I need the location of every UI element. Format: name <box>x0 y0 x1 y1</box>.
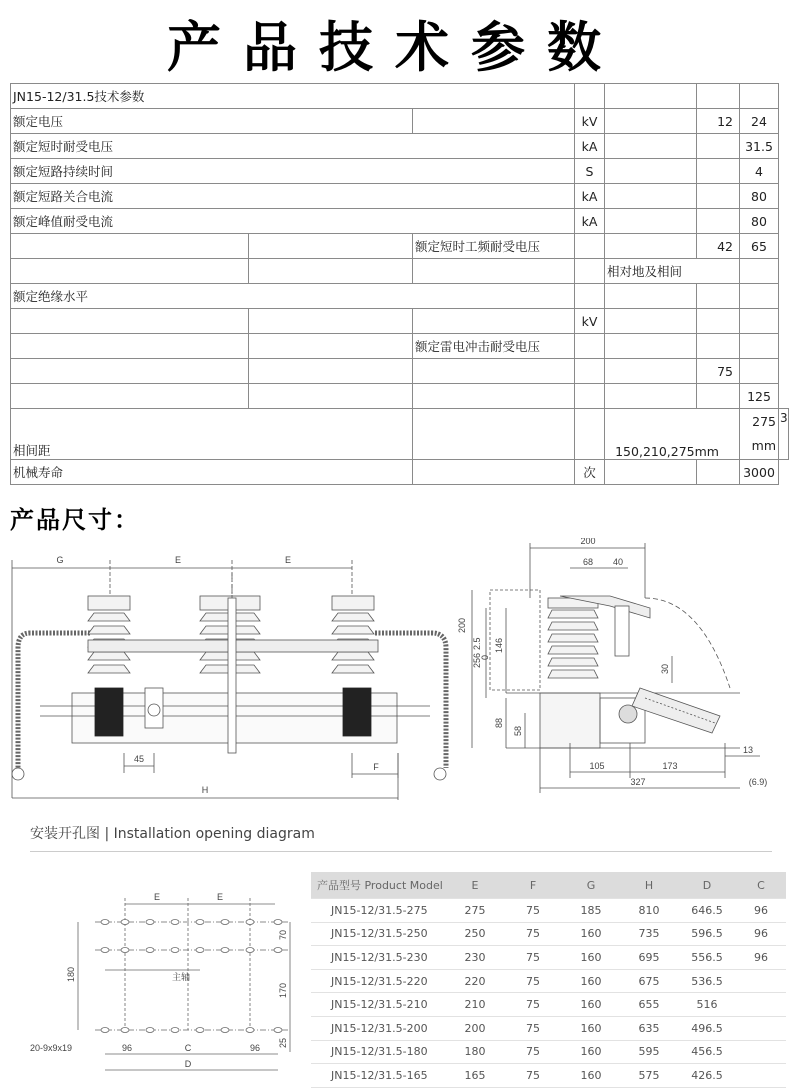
table-cell: JN15-12/31.5-250 <box>311 922 446 946</box>
table-cell <box>736 993 786 1017</box>
param-value: 125 <box>740 384 779 409</box>
table-cell: 516 <box>678 993 736 1017</box>
table-cell: 75 <box>504 1040 562 1064</box>
table-cell: JN15-12/31.5-200 <box>311 1016 446 1040</box>
table-cell: 536.5 <box>678 969 736 993</box>
hole-dim-170: 170 <box>278 982 288 998</box>
param-name: 额定短路持续时间 <box>11 159 575 184</box>
hole-dim-70: 70 <box>278 929 288 940</box>
param-name: 额定短时工频耐受电压 <box>413 234 575 259</box>
table-row <box>11 159 789 184</box>
table-cell: JN15-12/31.5-165 <box>311 1064 446 1088</box>
table-cell: 96 <box>736 946 786 970</box>
table-cell: 96 <box>736 922 786 946</box>
param-value: 31.5 <box>740 134 779 159</box>
table-cell: 695 <box>620 946 678 970</box>
table-cell: 75 <box>504 922 562 946</box>
table-cell: 180 <box>446 1040 504 1064</box>
dim-label-f: F <box>373 762 379 772</box>
param-value: 150,210,275mm <box>605 409 740 460</box>
divider <box>30 851 772 852</box>
table-row <box>311 922 786 946</box>
table-cell: 75 <box>504 1064 562 1088</box>
dim-label-30: 30 <box>660 663 670 674</box>
table-row <box>311 969 786 993</box>
column-header: G <box>562 872 620 899</box>
table-cell: JN15-12/31.5-220 <box>311 969 446 993</box>
table-cell: JN15-12/31.5-275 <box>311 899 446 923</box>
param-unit: kV <box>575 309 605 334</box>
table-row <box>11 460 789 485</box>
table-cell: 75 <box>504 993 562 1017</box>
table-cell: 596.5 <box>678 922 736 946</box>
table-cell: 810 <box>620 899 678 923</box>
table-cell: 250 <box>446 922 504 946</box>
table-cell: 220 <box>446 969 504 993</box>
dim-label-40: 40 <box>612 557 624 567</box>
column-header: D <box>678 872 736 899</box>
param-unit: S <box>575 159 605 184</box>
model-table <box>311 872 786 1088</box>
table-row <box>311 1016 786 1040</box>
dim-label-58: 58 <box>513 725 523 736</box>
param-value: 75 <box>697 359 740 384</box>
dim-label-g: G <box>56 555 64 565</box>
dim-label-173: 173 <box>662 761 678 771</box>
table-cell: 165 <box>446 1064 504 1088</box>
dim-label-13: 13 <box>742 745 754 755</box>
hole-dim-180: 180 <box>66 966 76 982</box>
param-value: 3000 <box>740 460 779 485</box>
param-name: 额定绝缘水平 <box>11 284 575 309</box>
table-cell: 160 <box>562 993 620 1017</box>
param-value: 80 <box>740 209 779 234</box>
table-cell: 655 <box>620 993 678 1017</box>
param-value: 65 <box>740 234 779 259</box>
dim-label-h: H <box>201 785 209 795</box>
table-row <box>311 899 786 923</box>
table-cell: 595 <box>620 1040 678 1064</box>
table-cell: 160 <box>562 969 620 993</box>
table-row <box>11 134 789 159</box>
page-title: 产品技术参数 <box>167 16 623 79</box>
table-cell: 575 <box>620 1064 678 1088</box>
table-row <box>11 184 789 209</box>
table-cell: 426.5 <box>678 1064 736 1088</box>
hole-dim-96a: 96 <box>121 1043 133 1053</box>
column-header: F <box>504 872 562 899</box>
table-cell: 96 <box>736 899 786 923</box>
param-value: 24 <box>740 109 779 134</box>
param-value: 12 <box>697 109 740 134</box>
table-cell: 75 <box>504 946 562 970</box>
param-value: 80 <box>740 184 779 209</box>
hole-dim-d: D <box>184 1059 192 1069</box>
table-row <box>311 993 786 1017</box>
column-header: C <box>736 872 786 899</box>
dim-label-6-9: (6.9) <box>748 777 768 787</box>
dim-label-88: 88 <box>494 717 504 728</box>
table-row <box>11 359 789 384</box>
table-row <box>11 84 789 109</box>
dim-label-146: 146 <box>494 637 504 653</box>
installation-hole-diagram <box>0 870 305 1076</box>
table-cell: 556.5 <box>678 946 736 970</box>
table-cell: 75 <box>504 899 562 923</box>
table-cell <box>736 1040 786 1064</box>
table-cell: 185 <box>562 899 620 923</box>
table-cell <box>736 969 786 993</box>
param-value: 4 <box>740 159 779 184</box>
table-cell: JN15-12/31.5-230 <box>311 946 446 970</box>
column-header: 产品型号 Product Model <box>311 872 446 899</box>
hole-dim-c: C <box>184 1043 192 1053</box>
dim-label-200: 200 <box>580 538 596 546</box>
table-cell: 456.5 <box>678 1040 736 1064</box>
table-cell <box>736 1064 786 1088</box>
front-view <box>12 555 446 800</box>
table-cell: 160 <box>562 922 620 946</box>
param-unit: kA <box>575 134 605 159</box>
table-row <box>11 309 789 334</box>
table-cell: 635 <box>620 1016 678 1040</box>
table-row <box>11 409 789 460</box>
dim-label-327: 327 <box>630 777 646 787</box>
column-header: H <box>620 872 678 899</box>
main-shaft-label: 主轴 <box>172 972 191 982</box>
table-cell: 675 <box>620 969 678 993</box>
table-row <box>11 234 789 259</box>
table-cell: 210 <box>446 993 504 1017</box>
param-value: 42 <box>697 234 740 259</box>
table-cell: 160 <box>562 1016 620 1040</box>
table-row <box>11 284 789 309</box>
dimension-drawing <box>0 538 790 808</box>
param-name: 相间距 <box>11 409 413 460</box>
section-title: 产品尺寸： <box>10 506 140 534</box>
table-row <box>311 946 786 970</box>
hole-dim-25: 25 <box>278 1037 288 1048</box>
dim-label-45: 45 <box>133 754 145 764</box>
table-row <box>11 109 789 134</box>
table-row <box>11 209 789 234</box>
table-row <box>11 384 789 409</box>
hole-dim-e1: E <box>153 892 161 902</box>
table-header-row <box>311 872 786 899</box>
param-name: 额定雷电冲击耐受电压 <box>413 334 575 359</box>
hole-dim-96b: 96 <box>249 1043 261 1053</box>
dim-label-2-5: 2.5 <box>472 637 482 650</box>
dim-label-e1: E <box>174 555 182 565</box>
table-cell: 200 <box>446 1016 504 1040</box>
dim-label-68: 68 <box>582 557 594 567</box>
table-cell: JN15-12/31.5-210 <box>311 993 446 1017</box>
table-row <box>311 1064 786 1088</box>
table-cell: 735 <box>620 922 678 946</box>
dim-label-256: 256 <box>472 652 482 668</box>
table-cell: 75 <box>504 1016 562 1040</box>
column-header: E <box>446 872 504 899</box>
param-name: 机械寿命 <box>11 460 413 485</box>
table-cell: 275 <box>446 899 504 923</box>
param-unit: 次 <box>575 460 605 485</box>
param-name: 额定电压 <box>11 109 413 134</box>
param-value: 275mm <box>740 409 779 460</box>
dim-label-side-200: 200 <box>457 617 467 633</box>
diagram-caption: 安装开孔图 | Installation opening diagram <box>30 826 315 842</box>
table-cell: JN15-12/31.5-180 <box>311 1040 446 1064</box>
table-cell: 160 <box>562 1064 620 1088</box>
table-cell: 230 <box>446 946 504 970</box>
param-name: 额定短路关合电流 <box>11 184 575 209</box>
dim-label-e2: E <box>284 555 292 565</box>
param-unit: kV <box>575 109 605 134</box>
side-view <box>457 538 767 793</box>
table-row <box>11 334 789 359</box>
hole-dim-e2: E <box>216 892 224 902</box>
table-cell: 75 <box>504 969 562 993</box>
param-unit: kA <box>575 209 605 234</box>
dim-label-105: 105 <box>589 761 605 771</box>
holes-spec: 20-9x9x19 <box>30 1043 73 1053</box>
table-row <box>311 1040 786 1064</box>
param-name: 额定峰值耐受电流 <box>11 209 575 234</box>
table-cell: 160 <box>562 946 620 970</box>
table-row <box>11 259 789 284</box>
param-name: 额定短时耐受电压 <box>11 134 575 159</box>
table-cell <box>736 1016 786 1040</box>
dim-label-0: 0 <box>480 654 490 660</box>
param-unit: kA <box>575 184 605 209</box>
table-cell: 646.5 <box>678 899 736 923</box>
param-name: 相对地及相间 <box>605 259 740 284</box>
parameter-table <box>10 83 789 485</box>
table-cell: 496.5 <box>678 1016 736 1040</box>
param-name: JN15-12/31.5技术参数 <box>11 84 575 109</box>
table-cell: 160 <box>562 1040 620 1064</box>
param-value: 3 <box>779 409 789 460</box>
